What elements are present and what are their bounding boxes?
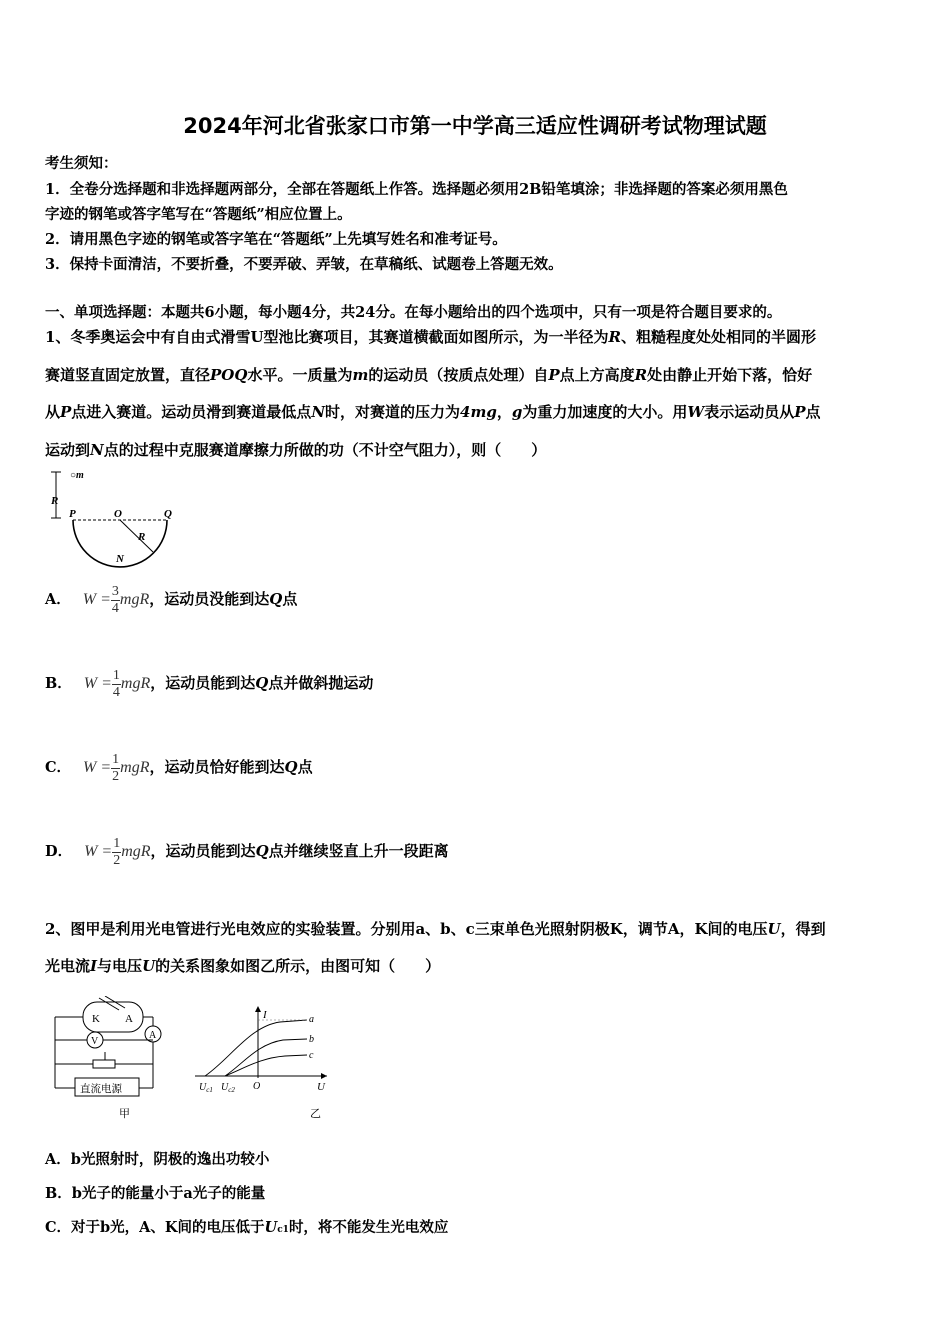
fig-label-R2: R: [138, 531, 146, 543]
source-label: 直流电源: [80, 1084, 122, 1095]
fig-label-m: ○m: [70, 470, 84, 481]
origin-label: O: [253, 1081, 261, 1092]
anode-label: A: [125, 1013, 133, 1025]
axis-label-I: I: [263, 1009, 267, 1021]
fig-label-P: P: [69, 508, 76, 520]
curve-c: [225, 1055, 307, 1076]
label-c: c: [309, 1050, 314, 1061]
rheostat: [93, 1060, 115, 1068]
q1-line1: 1、冬季奥运会中有自由式滑雪U型池比赛项目，其赛道横截面如图所示，为一半径为R、粗糙程度处处相同的半圆形: [45, 328, 817, 346]
notice-heading: 考生须知：: [45, 155, 118, 172]
q1-line4: 运动到N点的过程中克服赛道摩擦力所做的功（不计空气阻力），则（ ）: [45, 441, 547, 459]
fig-label-Q: Q: [164, 508, 172, 520]
voltmeter-label: V: [91, 1036, 99, 1047]
notice-item: 1．全卷分选择题和非选择题两部分，全部在答题纸上作答。选择题必须用2B铅笔填涂；非选择题的答案必须用黑色: [45, 181, 788, 198]
label-uc1: $U_{c1}$: [199, 1082, 213, 1094]
axis-label-U: U: [317, 1081, 325, 1093]
curve-a: [205, 1020, 307, 1076]
q2-line2: 光电流I与电压U的关系图象如图乙所示，由图可知（ ）: [45, 957, 441, 975]
section-heading: 一、单项选择题：本题共6小题，每小题4分，共24分。在每小题给出的四个选项中，只有一项是符合题目要求的。: [45, 304, 782, 321]
circuit-figure: [45, 996, 170, 1124]
ammeter-label: A: [149, 1030, 157, 1041]
radius-line: [120, 520, 153, 552]
caption-yi: 乙: [310, 1108, 321, 1120]
label-b: b: [309, 1034, 314, 1045]
q2-option-b[interactable]: B．b光子的能量小于a光子的能量: [45, 1185, 266, 1202]
option-d[interactable]: D． W = $\frac{1}{2}$ mgR，运动员能到达Q点并继续竖直上升一段距离: [45, 836, 449, 868]
option-c[interactable]: C． W = $\frac{1}{2}$ mgR，运动员恰好能到达Q点: [45, 752, 313, 784]
option-a[interactable]: A． W = $\frac{3}{4}$ mgR，运动员没能到达Q点: [45, 584, 298, 616]
notice-item: 2．请用黑色字迹的钢笔或答字笔在“答题纸”上先填写姓名和准考证号。: [45, 231, 507, 248]
notice-item: 3．保持卡面清洁，不要折叠，不要弄破、弄皱，在草稿纸、试题卷上答题无效。: [45, 256, 563, 273]
q1-line2: 赛道竖直固定放置，直径POQ水平。一质量为m的运动员（按质点处理）自P点上方高度R处由静止开始下落，恰好: [45, 366, 813, 384]
q2-option-c[interactable]: C．对于b光，A、K间的电压低于Uc1时，将不能发生光电效应: [45, 1219, 449, 1236]
iu-graph-figure: [195, 1004, 335, 1124]
fig-label-R: R: [51, 495, 59, 507]
option-b[interactable]: B． W = $\frac{1}{4}$ mgR，运动员能到达Q点并做斜抛运动: [45, 668, 374, 700]
light-ray: [99, 998, 119, 1010]
q2-option-a[interactable]: A．b光照射时，阴极的逸出功较小: [45, 1151, 270, 1168]
notice-item: 字迹的钢笔或答字笔写在“答题纸”相应位置上。: [45, 206, 352, 223]
fig-label-N: N: [116, 553, 124, 565]
q2-line1: 2、图甲是利用光电管进行光电效应的实验装置。分别用a、b、c三束单色光照射阴极K，调节A，K间的电压U，得到: [45, 920, 826, 938]
label-uc2: $U_{c2}$: [221, 1082, 235, 1094]
q1-line3: 从P点进入赛道。运动员滑到赛道最低点N时，对赛道的压力为4mg，g为重力加速度的大小。用W表示运动员从P点: [45, 403, 821, 421]
fig-label-O: O: [114, 508, 122, 520]
halfpipe-figure: [40, 466, 190, 572]
cathode-label: K: [92, 1013, 100, 1025]
label-a: a: [309, 1014, 314, 1025]
caption-jia: 甲: [119, 1108, 130, 1120]
page-title: 2024年河北省张家口市第一中学高三适应性调研考试物理试题: [183, 114, 767, 138]
